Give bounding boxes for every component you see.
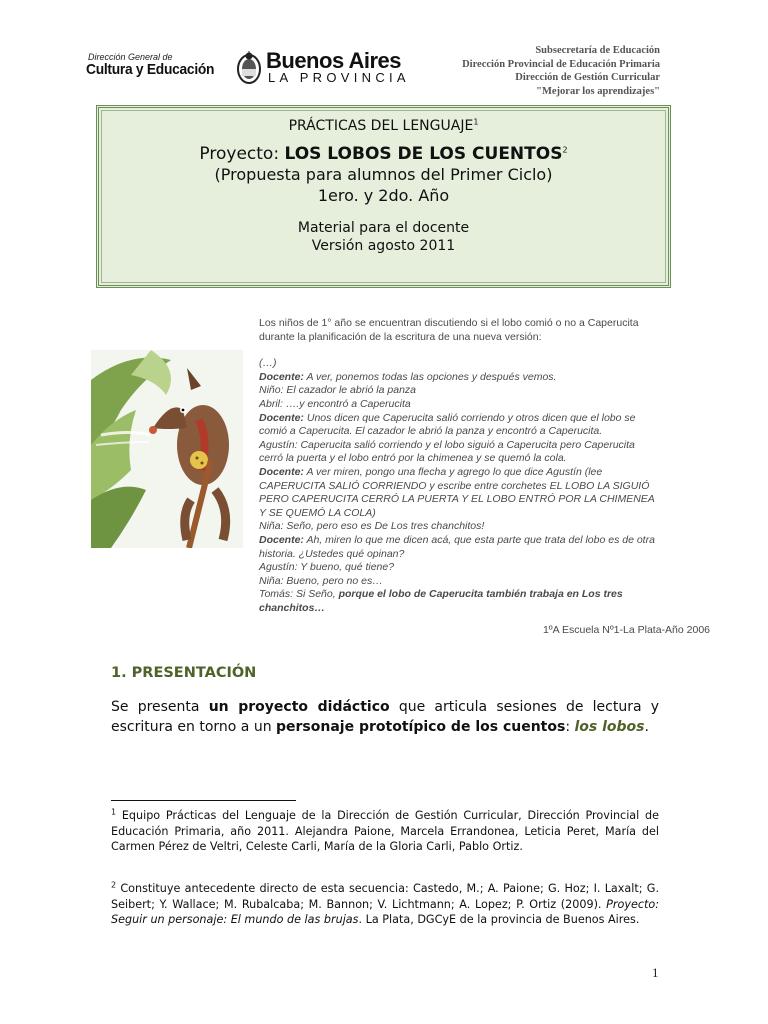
dialogue-line: Agustín: Y bueno, qué tiene?: [259, 561, 395, 574]
section-heading: 1. PRESENTACIÓN: [111, 665, 257, 681]
project-grades: 1ero. y 2do. Año: [317, 186, 450, 205]
department-block: [462, 44, 660, 98]
dialogue-line: Docente: A ver, ponemos todas las opciones y después vemos.: [259, 370, 557, 383]
dialogue-line: historia. ¿Ustedes qué opinan?: [259, 547, 405, 560]
dialogue-line: Abril: ….y encontró a Caperucita: [259, 397, 411, 410]
dialogue-line: Niño: El cazador le abrió la panza: [259, 384, 417, 397]
version-label: Versión agosto 2011: [311, 238, 456, 254]
dialogue-line: Docente: A ver miren, pongo una flecha y agrego lo que dice Agustín (lee: [259, 465, 603, 478]
dialogue-source: 1ºA Escuela Nº1-La Plata-Año 2006: [542, 624, 710, 636]
material-type: Material para el docente: [297, 220, 470, 236]
dialogue-line: Y SE QUEMÓ LA COLA): [259, 506, 376, 519]
project-audience: (Propuesta para alumnos del Primer Ciclo): [214, 165, 553, 184]
footnote-2: $^2$ Constituye antecedente directo de esta secuencia: Castedo, M.; A. Paione; G. Hoz; I. Laxalt; G. Seibert; Y. Wallace; M. Rubalcaba; M. Bannon; V. Lichtmann; A. Lopez; P. Ortiz (2009). Proyecto: Seguir un personaje: El mundo de las brujas. La Plata, DGCyE de la provincia de Buenos Aires.: [111, 880, 659, 926]
provincial-emblem-icon: [236, 51, 262, 85]
dept-line: Dirección Provincial de Educación Primaria: [462, 58, 660, 70]
dialogue-line: CAPERUCITA SALIÓ CORRIENDO y escribe entre corchetes EL LOBO LA SIGUIÓ: [259, 479, 650, 492]
title-box: [96, 105, 671, 288]
footnote-ref-2[interactable]: 2: [562, 145, 568, 155]
dept-motto: "Mejorar los aprendizajes": [536, 85, 660, 97]
dialogue-intro: Los niños de 1° año se encuentran discutiendo si el lobo comió o no a Caperucita: [259, 317, 639, 329]
dialogue-line: Docente: Unos dicen que Caperucita salió corriendo y otros dicen que el lobo se: [259, 411, 636, 424]
footnote-divider: [111, 800, 296, 801]
dialogue-line: PERO CAPERUCITA CERRÓ LA PUERTA Y EL LOBO ENTRÓ POR LA CHIMENEA: [259, 493, 655, 506]
project-title: Proyecto: LOS LOBOS DE LOS CUENTOS$^2$: [199, 144, 568, 164]
dialogue-line: Docente: Ah, miren lo que me dicen acá, que esta parte que trata del lobo es de otra: [259, 533, 655, 546]
org-name: Cultura y Educación: [86, 61, 215, 78]
dialogue-line: cerró la puerta y el lobo entró por la chimenea y se quemó la cola.: [259, 452, 567, 465]
footnote-1: $^1$ Equipo Prácticas del Lenguaje de la Dirección de Gestión Curricular, Dirección Provincial de Educación Primaria, año 2011. Alejandra Paione, Marcela Errandonea, Leticia Peret, María del Carmen Pérez de Veltri, Celeste Carli, María de la Gloria Carli, Pablo Ortiz.: [111, 807, 659, 853]
dept-line: Subsecretaría de Educación: [535, 45, 660, 56]
dialogue-intro: durante la planificación de la escritura de una nueva versión:: [259, 330, 542, 343]
buenos-aires-logo-subtitle: LA PROVINCIA: [268, 70, 410, 85]
dialogue-line: Agustín: Caperucita salió corriendo y el lobo siguió a Caperucita pero Caperucita: [259, 438, 635, 451]
dialogue-line: Niña: Seño, pero eso es De Los tres chanchitos!: [259, 520, 485, 533]
dialogue-line: comió a Caperucita. El cazador le abrió la panza y encontró a Caperucita.: [259, 425, 603, 438]
page-number: 1: [652, 965, 659, 980]
org-small-label: Dirección General de: [88, 52, 173, 62]
footnote-ref-1[interactable]: 1: [473, 117, 479, 127]
dept-line: Dirección de Gestión Curricular: [515, 72, 660, 83]
buenos-aires-logo-title: Buenos Aires: [266, 48, 402, 73]
dialogue-line: Tomás: Si Seño, porque el lobo de Caperucita también trabaja en Los tres: [259, 588, 623, 601]
dialogue-line: (…): [259, 357, 277, 370]
classroom-dialogue: [259, 317, 709, 615]
dialogue-line: Niña: Bueno, pero no es…: [259, 574, 383, 587]
wolf-blowing-illustration: [91, 350, 243, 548]
presentation-paragraph: Se presenta un proyecto didáctico que articula sesiones de lectura y escritura en torno a un personaje prototípico de los cuentos: los lobos.: [111, 699, 660, 735]
dialogue-line: chanchitos…: [259, 601, 325, 614]
subject-title: PRÁCTICAS DEL LENGUAJE$^1$: [288, 117, 479, 134]
